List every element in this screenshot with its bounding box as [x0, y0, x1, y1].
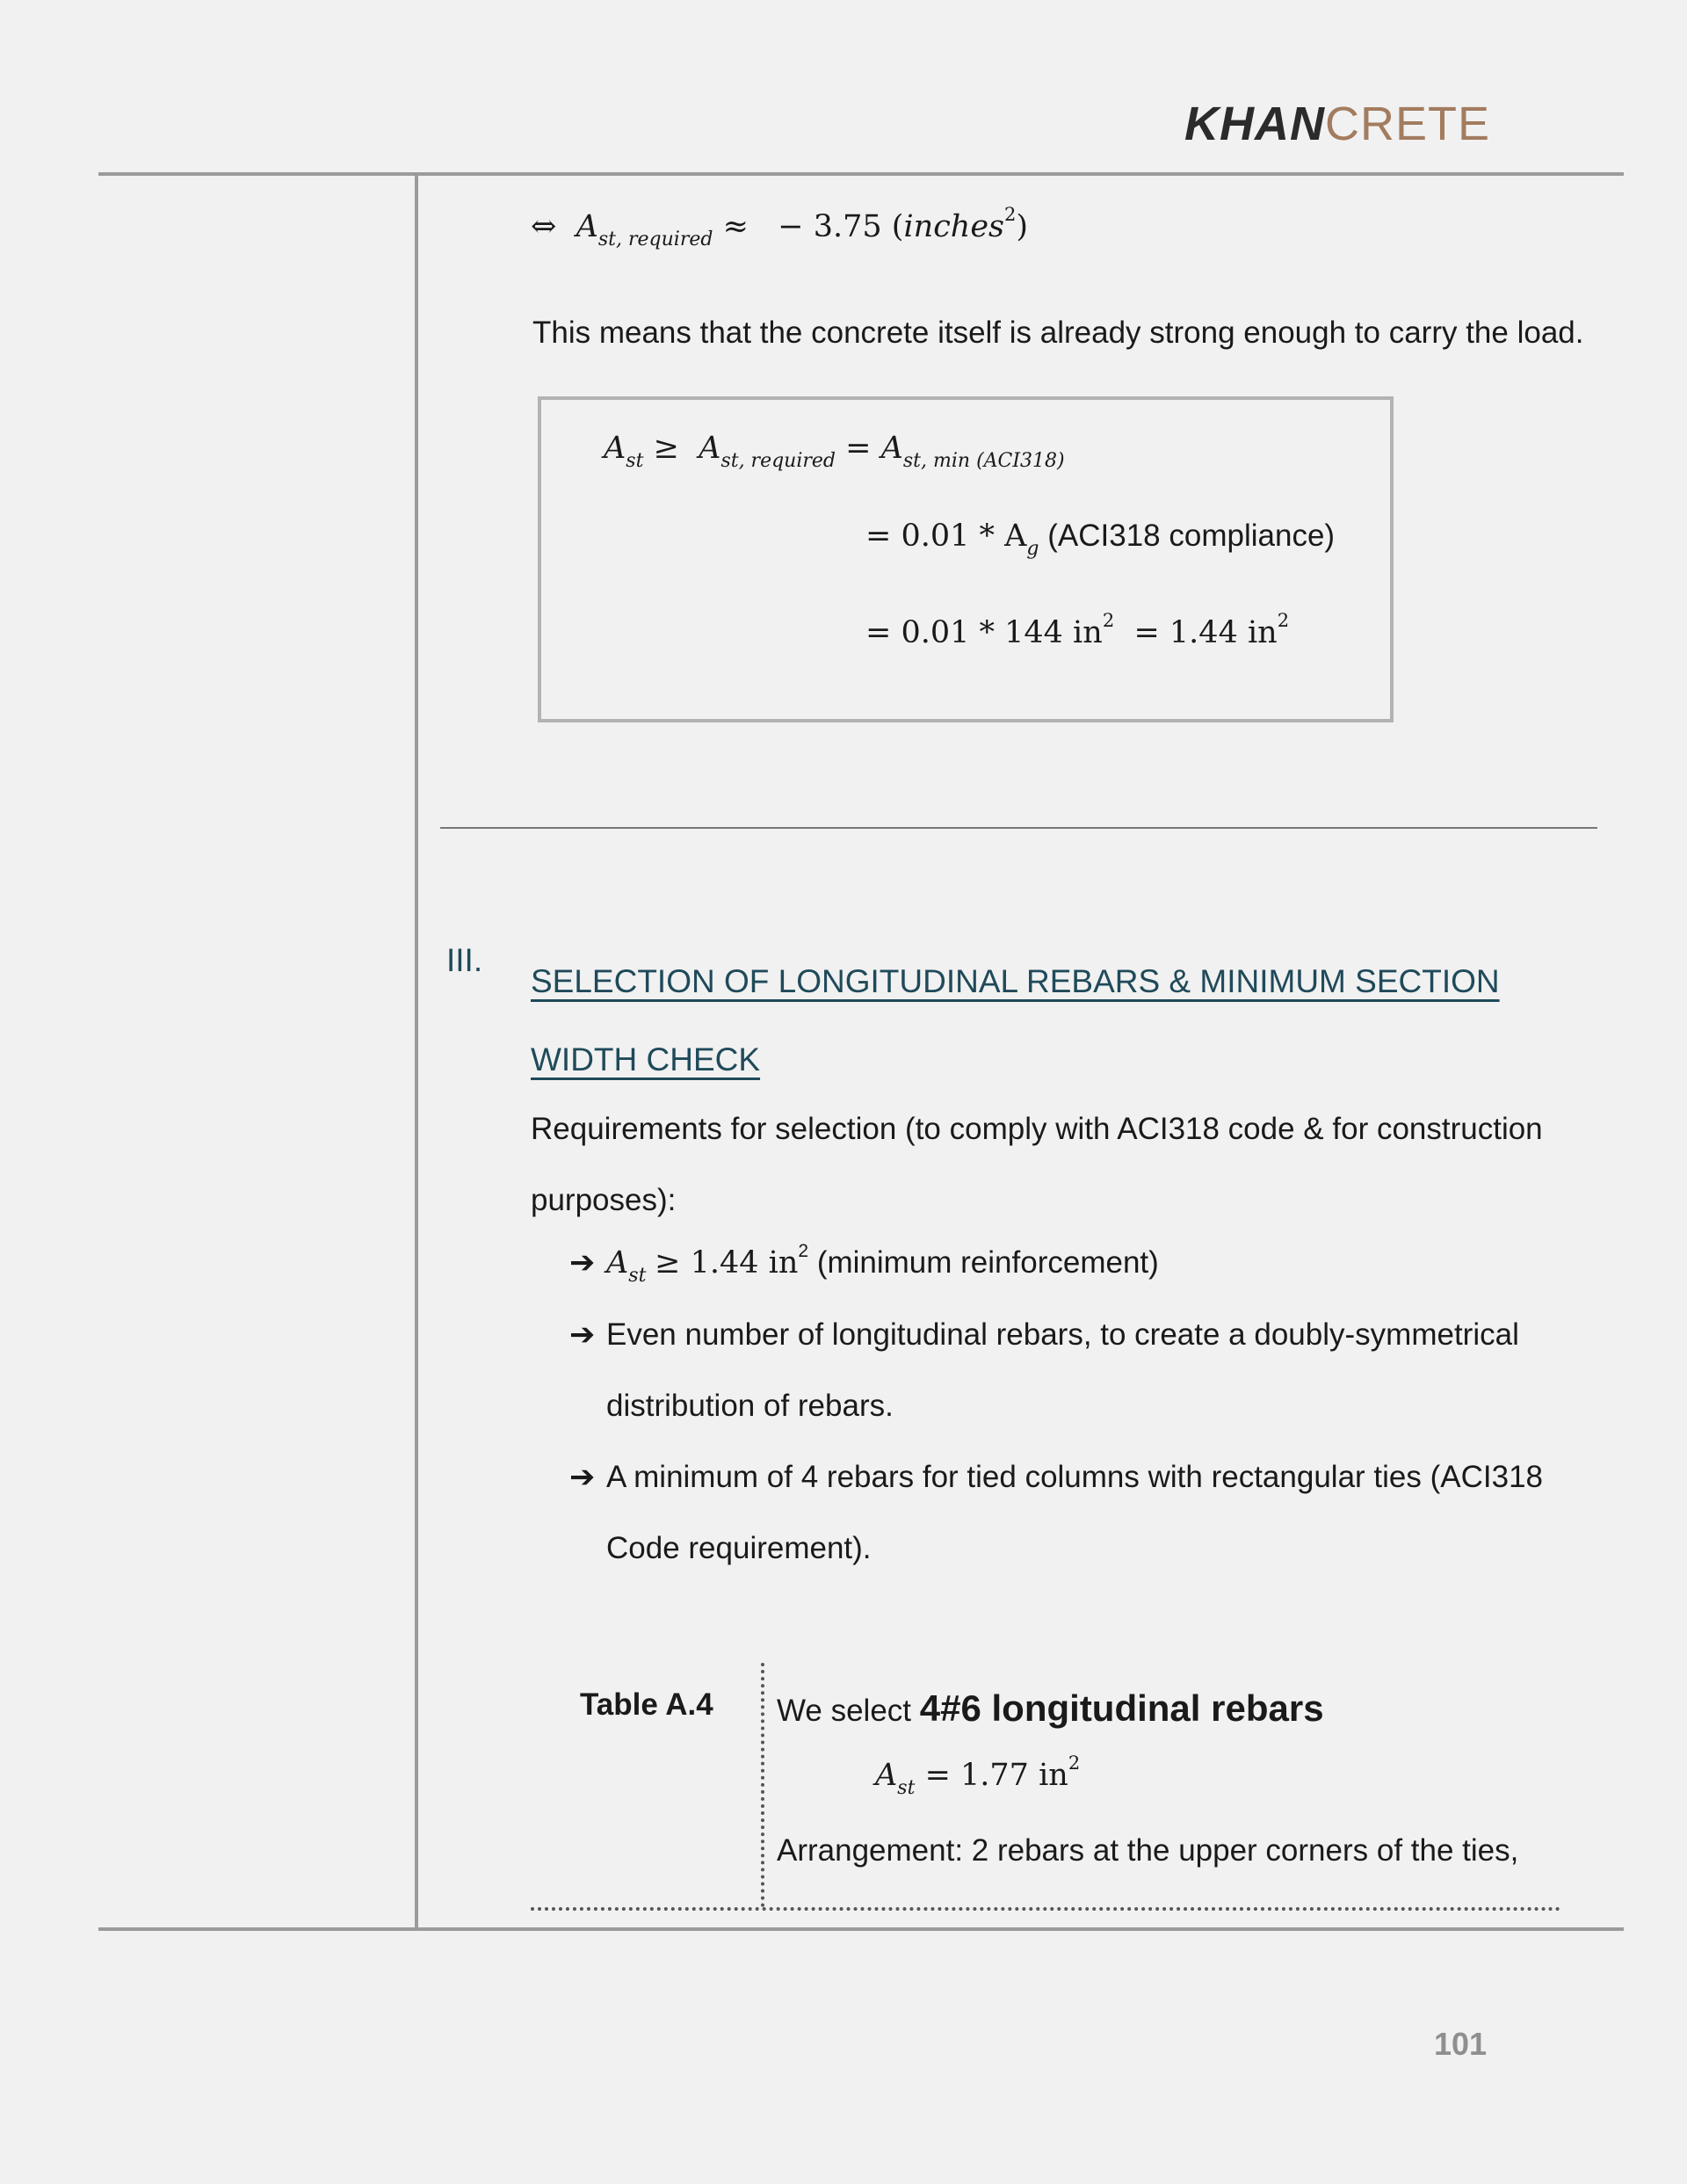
equation-min-area: = 0.01 * 144 $in^2 = 1.44$ $in^2$ — [865, 610, 1290, 650]
bullet-min-four-rebars: ➔ A minimum of 4 rebars for tied columns with rectangular ties (ACI318 Code requirement). — [569, 1441, 1606, 1584]
section-divider — [440, 827, 1597, 829]
page-number: 101 — [1434, 2026, 1488, 2062]
arrow-icon: ➔ — [569, 1245, 596, 1280]
arrow-icon: ➔ — [569, 1317, 596, 1352]
margin-rule — [415, 174, 418, 1930]
table-arrangement-row: Arrangement: 2 rebars at the upper corners of the ties, — [777, 1833, 1519, 1868]
header-rule — [98, 172, 1624, 176]
equation-min-ratio: = $0.01 * A_g$ (ACI318 compliance) — [865, 519, 1336, 560]
section-number: III. — [446, 942, 483, 978]
requirements-intro: Requirements for selection (to comply with ACI318 code & for construction purposes): — [531, 1112, 1543, 1217]
arrow-icon: ➔ — [569, 1460, 596, 1494]
brand-bold: KHAN — [1184, 98, 1325, 150]
table-selection-row: We select 4#6 longitudinal rebars — [777, 1687, 1324, 1729]
table-label: Table A.4 — [580, 1687, 713, 1722]
section-title: SELECTION OF LONGITUDINAL REBARS & MINIMUM SECTION WIDTH CHECK — [531, 963, 1500, 1077]
bullet-even-number: ➔ Even number of longitudinal rebars, to create a doubly-symmetrical distribution of rebars. — [569, 1299, 1606, 1441]
equivalence-symbol: ⇔ — [531, 209, 557, 244]
equation-ast-required: ⇔ $A_{st, required}$ ≈ − 3.75 (inches$^2$) — [531, 204, 1029, 250]
table-bottom-border — [531, 1907, 1560, 1911]
footer-rule — [98, 1927, 1624, 1931]
equation-ast-min: $A_{st} \ge A_{st, required} = A_{st, min (ACI318)}$ — [604, 431, 1065, 472]
brand-light: CRETE — [1325, 98, 1491, 150]
paragraph-concrete-strength: This means that the concrete itself is already strong enough to carry the load. — [532, 316, 1584, 350]
bullet-min-reinforcement: ➔ $A_{st} \ge 1.44$ $in^2$ (minimum reinforcement) — [569, 1227, 1606, 1302]
brand-logo — [1184, 97, 1490, 151]
table-column-divider — [761, 1663, 764, 1907]
table-area-row: $A_{st} = 1.77$ $in^2$ — [875, 1752, 1081, 1799]
